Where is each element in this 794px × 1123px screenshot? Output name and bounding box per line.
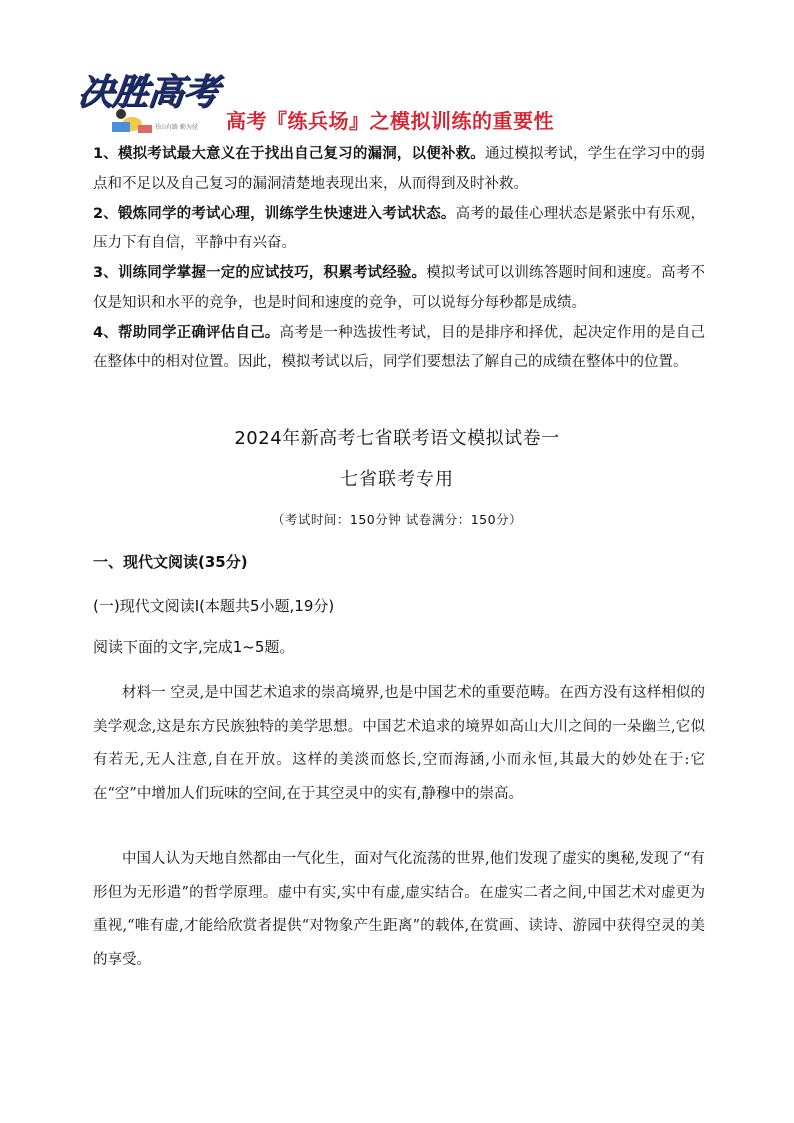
logo-text: 决胜高考 [75, 71, 220, 113]
intro-item [93, 200, 705, 259]
intro-item-text: 高考的最佳心理状态是紧张中有乐观，压力下有自信，平静中有兴奋。 [93, 205, 705, 251]
exam-note: （考试时间：150分钟 试卷满分：150分） [271, 512, 523, 527]
exam-subtitle: 七省联考专用 [340, 469, 454, 490]
logo-book-shape [112, 122, 130, 132]
logo-book-shape-2 [138, 125, 152, 133]
intro-item [93, 319, 705, 378]
instruction-text: 阅读下面的文字,完成1~5题。 [93, 638, 295, 656]
intro-item [93, 140, 705, 199]
intro-item-text: 模拟考试可以训练答题时间和速度。高考不仅是知识和水平的竞争，也是时间和速度的竞争，可以说每分每秒都是成绩。 [93, 265, 705, 311]
section-heading: 一、现代文阅读(35分) [93, 553, 248, 571]
exam-title: 2024年新高考七省联考语文模拟试卷一 [234, 428, 560, 449]
intro-item-bold: 1、模拟考试最大意义在于找出自己复习的漏洞，以便补救。 [93, 146, 485, 162]
intro-list [93, 140, 705, 378]
passage-paragraph-2 [93, 843, 705, 977]
logo-small-text: 书山有路 勤为径 [154, 124, 198, 131]
passage-paragraph-1 [93, 677, 705, 811]
intro-item-text: 通过模拟考试，学生在学习中的弱点和不足以及自己复习的漏洞清楚地表现出来，从而得到及时补救。 [93, 146, 705, 192]
brand-logo [72, 62, 220, 142]
passage-text-1: 空灵,是中国艺术追求的崇高境界,也是中国艺术的重要范畴。在西方没有这样相似的美学观念,这是东方民族独特的美学思想。中国艺术追求的境界如高山大川之间的一朵幽兰,它似有若无,无人注意,自在开放。这样的美淡而悠长,空而海涵,小而永恒,其最大的妙处在于:它在“空”中增加人们玩味的空间,在于其空灵中的实有,静穆中的崇高。 [93, 685, 706, 802]
material-label: 材料一 [122, 685, 166, 701]
intro-item [93, 259, 705, 318]
intro-item-text: 高考是一种选拔性考试，目的是排序和择优，起决定作用的是自己在整体中的相对位置。因此，模拟考试以后，同学们要想法了解自己的成绩在整体中的位置。 [93, 324, 705, 370]
subsection-heading: (一)现代文阅读Ⅰ(本题共5小题,19分) [93, 597, 335, 615]
intro-item-bold: 2、锻炼同学的考试心理，训练学生快速进入考试状态。 [93, 205, 456, 222]
intro-item-bold: 4、帮助同学正确评估自己。 [93, 324, 280, 341]
page-heading: 高考『练兵场』之模拟训练的重要性 [226, 109, 554, 133]
intro-item-bold: 3、训练同学掌握一定的应试技巧，积累考试经验。 [93, 265, 427, 281]
passage-text-2: 中国人认为天地自然都由一气化生，面对气化流荡的世界,他们发现了虚实的奥秘,发现了“有形但为无形遣”的哲学原理。虚中有实,实中有虚,虚实结合。在虚实二者之间,中国艺术对虚更为重视,“唯有虚,才能给欣赏者提供“对物象产生距离”的载体,在赏画、读诗、游园中获得空灵的美的享受。 [93, 851, 705, 968]
